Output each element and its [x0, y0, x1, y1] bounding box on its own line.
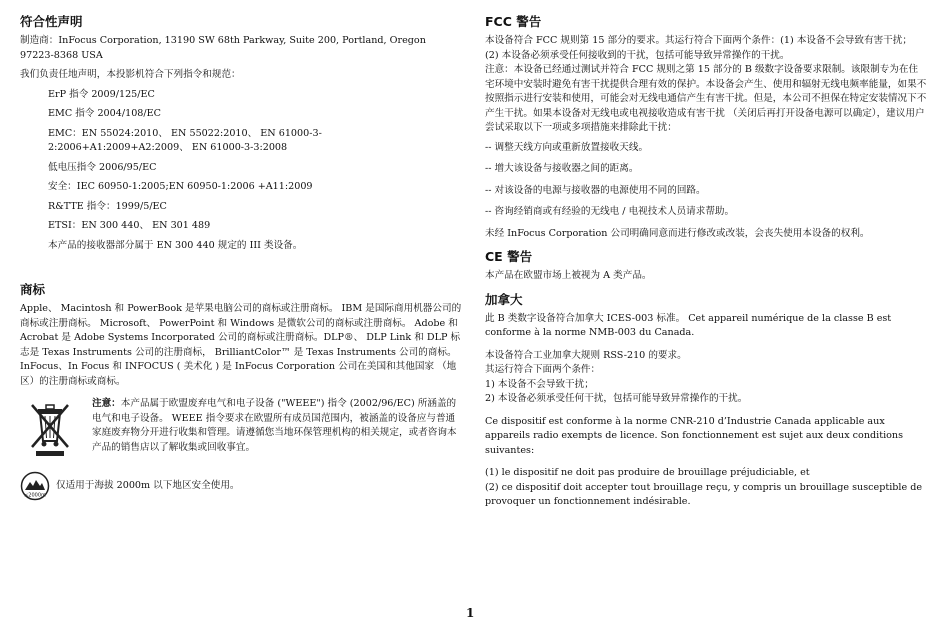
conformity-intro: 我们负责任地声明，本投影机符合下列指令和规范： — [20, 69, 241, 80]
canada-rss-line: 其运行符合下面两个条件： — [485, 364, 601, 375]
fcc-bullet: -- 调整天线方向或重新放置接收天线。 — [485, 141, 649, 153]
fcc-modification: 未经 InFocus Corporation 公司明确同意而进行修改或改装，会丧失使用本设备的权利。 — [485, 227, 870, 239]
canada-cnr-text: Ce dispositif est conforme à la norme CNR-210 d’Industrie Canada applicable aux appareils radio exempts de licence. Son fonctionnement est sujet aux deux conditions suivantes: — [485, 415, 904, 456]
directive-item: EMC 指令 2004/108/EC — [48, 108, 161, 119]
directive-item: 安全：IEC 60950-1:2005;EN 60950-1:2006 +A11:2009 — [48, 181, 313, 192]
directive-item: ErP 指令 2009/125/EC — [48, 88, 155, 100]
canada-condition: (2) ce dispositif doit accepter tout brouillage reçu, y compris un brouillage susceptible de provoquer un fonctionnement indésirable. — [485, 481, 923, 507]
directive-item: 本产品的接收器部分属于 EN 300 440 规定的 III 类设备。 — [48, 239, 303, 251]
altitude-notice — [20, 471, 462, 501]
fcc-bullet: -- 对该设备的电源与接收器的电源使用不同的回路。 — [485, 184, 706, 196]
fcc-paragraph: 本设备符合 FCC 规则第 15 部分的要求。其运行符合下面两个条件：(1) 本设备不会导致有害干扰； (2) 本设备必须承受任何接收到的干扰，包括可能导致异常操作的干扰。 — [485, 35, 912, 61]
fcc-heading: FCC 警告 — [485, 14, 542, 29]
altitude-mountain-icon — [20, 471, 50, 501]
weee-notice — [20, 397, 462, 457]
trademarks-text: Apple、 Macintosh 和 PowerBook 是苹果电脑公司的商标或注册商标。 IBM 是国际商用机器公司的商标或注册商标。 Microsoft、 PowerPoint 和 Windows 是微软公司的商标或注册商标。 Adobe 和 Acrobat 是 Adobe Systems Incorporated 公司的商标或注册商标。DLP®、 DLP Link 和 DLP 标志是 Texas Instruments 公司的注册商标， BrilliantColor™ 是 Texas Instruments 公司的商标。InFocus、In Focus 和 INFOCUS ( 美术化 ) 是 InFocus Corporation 公司在美国和其他国家 （地区）的注册商标或商标。 — [20, 303, 462, 387]
fcc-bullet: -- 增大该设备与接收器之间的距离。 — [485, 163, 639, 174]
canada-rss-line: 2) 本设备必须承受任何干扰，包括可能导致异常操作的干扰。 — [485, 393, 748, 404]
ce-heading: CE 警告 — [485, 249, 533, 264]
manufacturer-text: 制造商：InFocus Corporation, 13190 SW 68th Parkway, Suite 200, Portland, Oregon 97223-8368 USA — [20, 35, 426, 61]
page-number: 1 — [466, 606, 475, 620]
canada-ices: 此 B 类数字设备符合加拿大 ICES-003 标准。 Cet appareil numérique de la classe B est conforme à la norme NMB-003 du Canada. — [485, 312, 892, 338]
canada-rss-line: 本设备符合工业加拿大规则 RSS-210 的要求。 — [485, 349, 687, 361]
conformity-heading: 符合性声明 — [20, 14, 83, 29]
weee-label: 注意： — [92, 398, 121, 409]
weee-text: 本产品属于欧盟废弃电气和电子设备 ("WEEE") 指令 (2002/96/EC) 所涵盖的电气和电子设备。 WEEE 指令要求在欧盟所有成员国范围内，被涵盖的设备应与普通家庭废弃物分开进行收集和管理。请遵循您当地环保管理机构的相关规定，或者咨询本产品的销售店以了解收集或回收事宜。 — [92, 398, 457, 453]
crossed-bin-icon — [26, 399, 74, 457]
altitude-text: 仅适用于海拔 2000m 以下地区安全使用。 — [56, 479, 240, 491]
trademarks-heading: 商标 — [20, 282, 46, 297]
fcc-bullet: -- 咨询经销商或有经验的无线电 / 电视技术人员请求帮助。 — [485, 206, 735, 217]
directive-item: 低电压指令 2006/95/EC — [48, 161, 157, 173]
directive-item: R&TTE 指令：1999/5/EC — [48, 200, 167, 212]
canada-rss-line: 1) 本设备不会导致干扰； — [485, 378, 594, 390]
left-column — [20, 14, 462, 501]
ce-text: 本产品在欧盟市场上被视为 A 类产品。 — [485, 270, 652, 281]
directive-item: EMC：EN 55024:2010、 EN 55022:2010、 EN 61000-3-2:2006+A1:2009+A2:2009、 EN 61000-3-3:2008 — [48, 127, 322, 153]
canada-condition: (1) le dispositif ne doit pas produire de brouillage préjudiciable, et — [485, 467, 810, 478]
fcc-note: 注意：本设备已经通过测试并符合 FCC 规则之第 15 部分的 B 级数字设备要求限制。该限制专为在住宅环境中安装时避免有害干扰提供合理有效的保护。本设备会产生、使用和辐射无线电频率能量，如果不按照指示进行安装和使用，可能会对无线电通信产生有害干扰。但是，本公司不担保在特定安装情况下不产生干扰。如果本设备对无线电或电视接收造成有害干扰 （关闭后再打开设备电源可以确定），建议用户尝试采取以下一项或多项措施来排除此干扰： — [485, 64, 927, 133]
altitude-icon-label: ≤2000m — [24, 492, 46, 499]
directive-item: ETSI：EN 300 440、 EN 301 489 — [48, 220, 211, 231]
right-column — [485, 14, 927, 510]
canada-heading: 加拿大 — [485, 291, 523, 307]
